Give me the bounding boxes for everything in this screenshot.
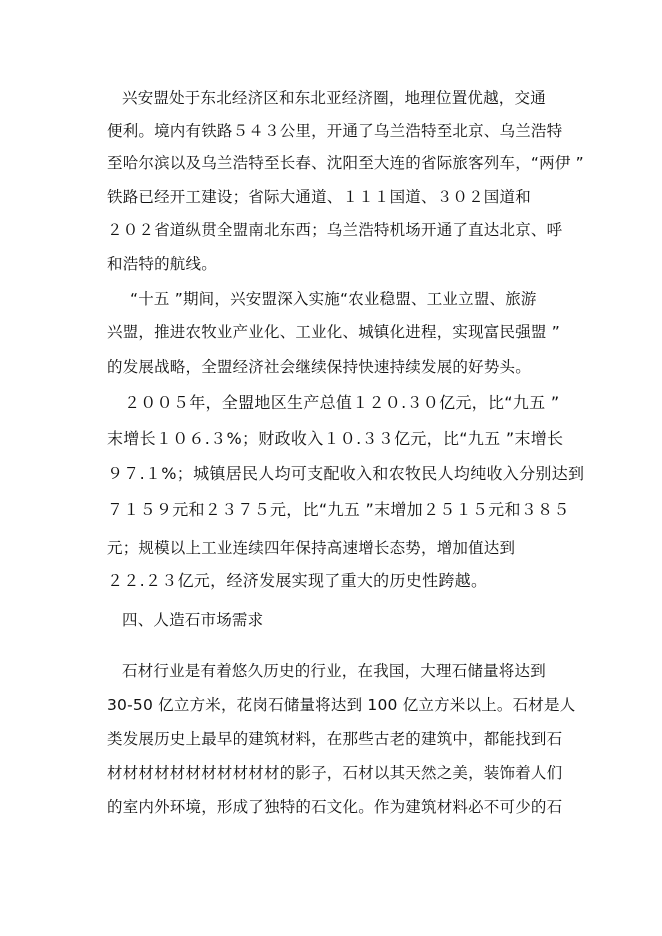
- paragraph-1-line-4: 铁路已经开工建设；省际大通道、１１１国道、３０２国道和: [107, 188, 531, 206]
- paragraph-3-line-6: ２２.２３亿元，经济发展实现了重大的历史性跨越。: [107, 571, 488, 590]
- paragraph-3-line-1: ２００５年，全盟地区生产总值１２０.３０亿元，比“九五 ”: [124, 393, 560, 412]
- section-heading: 四、人造石市场需求: [122, 611, 264, 629]
- paragraph-4-line-3: 类发展历史上最早的建筑材料，在那些古老的建筑中，都能找到石: [107, 730, 563, 748]
- paragraph-4-line-5: 的室内外环境，形成了独特的石文化。作为建筑材料必不可少的石: [107, 798, 563, 816]
- paragraph-1-line-3: 至哈尔滨以及乌兰浩特至长春、沈阳至大连的省际旅客列车，“两伊 ”: [107, 154, 584, 172]
- paragraph-1-line-6: 和浩特的航线。: [107, 255, 217, 273]
- paragraph-1-line-5: ２０２省道纵贯全盟南北东西；乌兰浩特机场开通了直达北京、呼: [107, 221, 563, 239]
- paragraph-2-line-2: 兴盟，推进农牧业产业化、工业化、城镇化进程，实现富民强盟 ”: [107, 323, 560, 341]
- paragraph-1-line-2: 便利。境内有铁路５４３公里，开通了乌兰浩特至北京、乌兰浩特: [107, 122, 563, 140]
- paragraph-3-line-3: ９７.１%；城镇居民人均可支配收入和农牧民人均纯收入分别达到: [107, 464, 585, 483]
- paragraph-4-line-1: 石材行业是有着悠久历史的行业，在我国，大理石储量将达到: [122, 662, 546, 680]
- paragraph-3-line-2: 末增长１０６.３%；财政收入１０.３３亿元，比“九五 ”末增长: [107, 429, 564, 448]
- paragraph-3-line-4: ７１５９元和２３７５元，比“九五 ”末增加２５１５元和３８５: [107, 500, 570, 519]
- paragraph-4-line-4: 材材材材材材材材材材材的影子，石材以其天然之美，装饰着人们: [107, 764, 563, 782]
- paragraph-2-line-3: 的发展战略，全盟经济社会继续保持快速持续发展的好势头。: [107, 358, 531, 376]
- paragraph-2-line-1: “十五 ”期间，兴安盟深入实施“农业稳盟、工业立盟、旅游: [130, 290, 537, 308]
- paragraph-4-line-2: 30-50 亿立方米，花岗石储量将达到 100 亿立方米以上。石材是人: [107, 696, 576, 714]
- paragraph-1-line-1: 兴安盟处于东北经济区和东北亚经济圈，地理位置优越，交通: [122, 89, 546, 107]
- paragraph-3-line-5: 元；规模以上工业连续四年保持高速增长态势，增加值达到: [107, 539, 516, 557]
